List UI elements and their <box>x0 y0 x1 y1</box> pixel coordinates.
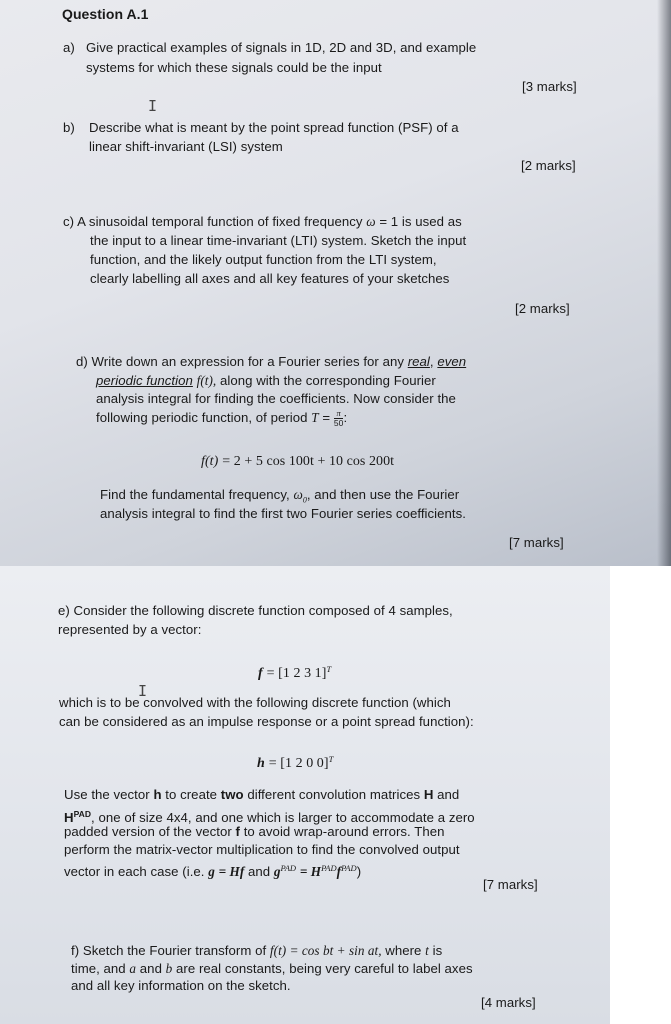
part-f-line1 <box>71 942 442 961</box>
part-e-and: and <box>248 864 271 879</box>
part-e-marks: [7 marks] <box>483 877 538 892</box>
part-e-H-pad: H <box>64 810 74 825</box>
part-f-line1-c: is <box>432 943 443 958</box>
part-e-line5 <box>64 786 459 805</box>
blank-margin <box>610 566 671 1024</box>
part-f-label: f) <box>71 943 80 958</box>
part-e-two: two <box>220 787 244 802</box>
part-e-f: f <box>235 824 240 839</box>
part-d-equation <box>201 451 394 472</box>
part-e-line5-d: and <box>437 787 460 802</box>
part-e-line5-a: Use the vector <box>64 787 150 802</box>
part-d-line2 <box>96 372 436 391</box>
pad-sup-2: PAD <box>321 863 337 873</box>
part-f-equation: f(t) = cos bt + sin at, <box>269 943 382 958</box>
vector-f-values: = [1 2 3 1] <box>266 666 327 681</box>
part-e-line1-text: Consider the following discrete function composed of 4 samples, <box>73 603 453 618</box>
close-paren: ) <box>356 864 362 879</box>
part-d-line5-b: , and then use the Fourier <box>306 487 460 502</box>
vector-h-values: = [1 2 0 0] <box>268 756 329 771</box>
question-title: Question A.1 <box>62 6 149 22</box>
part-e-line4: can be considered as an impulse response or a point spread function): <box>59 714 474 729</box>
part-d-marks: [7 marks] <box>509 535 564 550</box>
part-b-line2: linear shift-invariant (LSI) system <box>89 139 283 154</box>
period-fraction <box>334 409 344 428</box>
fraction-numerator: π <box>334 409 344 419</box>
equation-lhs: f(t) <box>201 454 219 469</box>
output-g-pad: g <box>273 864 281 879</box>
pad-superscript: PAD <box>73 809 92 819</box>
omega-subscript: 0 <box>302 495 307 505</box>
part-e-label: e) <box>58 603 70 618</box>
part-f-line2-b: and <box>139 961 162 976</box>
part-e-line7 <box>64 823 445 842</box>
constant-b: b <box>165 961 173 976</box>
part-f-line1-b: where <box>385 943 422 958</box>
part-c-line2: the input to a linear time-invariant (LTI) system. Sketch the input <box>90 233 467 248</box>
part-e-line5-c: different convolution matrices <box>247 787 421 802</box>
part-d-line5-a: Find the fundamental frequency, <box>100 487 290 502</box>
part-d-line3: analysis integral for finding the coefficients. Now consider the <box>96 391 456 406</box>
vector-h: h <box>257 756 265 771</box>
vector-f: f <box>258 666 263 681</box>
part-c-label-text: c) <box>63 214 75 229</box>
period-T: T <box>311 410 319 425</box>
page-shadow-edge <box>657 0 671 566</box>
part-e-line2: represented by a vector: <box>58 622 202 637</box>
part-e-line7-a: padded version of the vector <box>64 824 232 839</box>
part-d-line2-b: along with the corresponding Fourier <box>220 373 436 388</box>
part-b-marks: [2 marks] <box>521 158 576 173</box>
equation-rhs: = 2 + 5 cos 100t + 10 cos 200t <box>222 454 395 469</box>
part-d-f-of-t: f(t), <box>196 373 217 388</box>
part-d-line1-a: Write down an expression for a Fourier series for any <box>91 354 404 369</box>
part-f-marks: [4 marks] <box>481 995 536 1010</box>
part-f-line2-a: time, and <box>71 961 126 976</box>
pad-sup-1: PAD <box>280 863 297 873</box>
part-d-line1: d) Write down an expression for a Fourier series for any real, even <box>76 354 467 369</box>
part-e-line3: which is to be convolved with the following discrete function (which <box>59 695 451 710</box>
text-cursor-icon: I <box>148 97 158 115</box>
pad-sup-3: PAD <box>341 863 357 873</box>
vector-f-equation <box>258 660 331 684</box>
part-d-line6: analysis integral to find the first two Fourier series coefficients. <box>100 506 466 521</box>
part-e-line5-b: to create <box>165 787 218 802</box>
part-e-line1 <box>58 602 453 621</box>
part-f-line3: and all key information on the sketch. <box>71 978 291 993</box>
transpose-f: T <box>326 664 332 674</box>
fraction-denominator: 50 <box>333 418 344 429</box>
part-a-label: a) <box>63 40 75 55</box>
part-d-label: d) <box>76 354 88 369</box>
eq-hf: = Hf <box>218 864 245 879</box>
part-f-line2 <box>71 960 473 979</box>
text-cursor-icon: I <box>138 682 148 700</box>
transpose-h: T <box>328 754 334 764</box>
part-c-marks: [2 marks] <box>515 301 570 316</box>
part-e-line9 <box>64 859 361 882</box>
part-f-t: t <box>425 943 429 958</box>
part-a-line1: Give practical examples of signals in 1D, 2D and 3D, and example <box>86 40 477 55</box>
part-d-line4: following periodic function, of period T = $\frac{\pi}{50}$ : <box>96 408 348 429</box>
part-f-line1-a: Sketch the Fourier transform of <box>82 943 267 958</box>
part-e-H: H <box>423 787 434 802</box>
part-d-real: real <box>407 354 430 369</box>
omega-symbol: ω <box>366 214 376 229</box>
part-b-label: b) <box>63 120 75 135</box>
omega-symbol: ω <box>293 487 303 502</box>
output-g: g <box>208 864 215 879</box>
part-e-h: h <box>153 787 162 802</box>
part-b-line1: Describe what is meant by the point spread function (PSF) of a <box>89 120 459 135</box>
part-c-label <box>63 213 462 232</box>
part-a-marks: [3 marks] <box>522 79 577 94</box>
part-c-line3: function, and the likely output function from the LTI system, <box>90 252 437 267</box>
part-d-even: even <box>437 354 467 369</box>
part-c-line1-a: A sinusoidal temporal function of fixed frequency <box>77 214 363 229</box>
constant-a: a <box>129 961 137 976</box>
f-pad: f <box>336 864 342 879</box>
part-e-line6-b: , one of size 4x4, and one which is larger to accommodate a zero <box>91 810 475 825</box>
part-a-line2: systems for which these signals could be the input <box>86 60 382 75</box>
vector-h-equation <box>257 750 333 774</box>
eq-h-pad: = H <box>299 864 322 879</box>
part-d-periodic-function: periodic function <box>96 373 193 388</box>
part-c-line1-b: = 1 is used as <box>379 214 462 229</box>
part-c-line4: clearly labelling all axes and all key features of your sketches <box>90 271 450 286</box>
part-e-line7-b: to avoid wrap-around errors. Then <box>243 824 445 839</box>
part-f-line2-c: are real constants, being very careful to label axes <box>176 961 473 976</box>
omega-zero <box>293 487 307 505</box>
part-e-line8: perform the matrix-vector multiplication to find the convolved output <box>64 842 460 857</box>
part-d-line4-a: following periodic function, of period <box>96 410 308 425</box>
part-e-line9-a: vector in each case (i.e. <box>64 864 205 879</box>
